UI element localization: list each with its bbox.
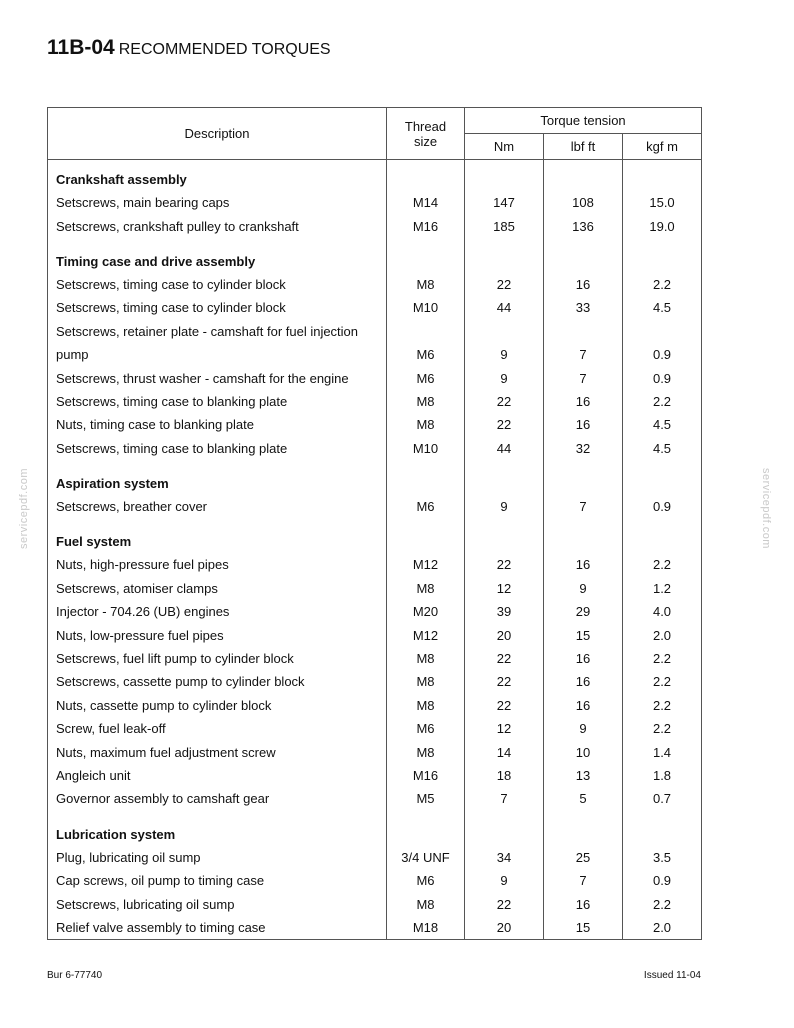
kgf-m-cell <box>623 320 702 343</box>
table-row <box>48 740 702 763</box>
nm-cell <box>465 238 544 273</box>
kgf-m-cell: 4.5 <box>623 437 702 460</box>
lbf-ft-cell: 32 <box>544 437 623 460</box>
thread-size-cell: M8 <box>387 577 465 600</box>
description-cell: Setscrews, crankshaft pulley to crankshaft <box>48 214 387 237</box>
nm-cell: 18 <box>465 764 544 787</box>
lbf-ft-cell: 16 <box>544 892 623 915</box>
lbf-ft-cell: 16 <box>544 553 623 576</box>
description-cell: Injector - 704.26 (UB) engines <box>48 600 387 623</box>
nm-cell: 7 <box>465 787 544 810</box>
thread-size-cell <box>387 160 465 192</box>
table-row <box>48 413 702 436</box>
nm-cell: 22 <box>465 273 544 296</box>
kgf-m-cell: 1.4 <box>623 740 702 763</box>
description-cell: Setscrews, retainer plate - camshaft for fuel injection <box>48 320 387 343</box>
thread-size-cell: M8 <box>387 892 465 915</box>
table-row <box>48 343 702 366</box>
nm-cell: 22 <box>465 670 544 693</box>
lbf-ft-cell: 33 <box>544 296 623 319</box>
kgf-m-cell: 0.9 <box>623 869 702 892</box>
nm-cell: 22 <box>465 647 544 670</box>
nm-cell: 22 <box>465 390 544 413</box>
kgf-m-cell: 2.2 <box>623 647 702 670</box>
lbf-ft-cell: 5 <box>544 787 623 810</box>
description-cell: Setscrews, thrust washer - camshaft for the engine <box>48 366 387 389</box>
thread-size-cell: M8 <box>387 413 465 436</box>
col-header-torque-tension: Torque tension <box>465 108 702 134</box>
kgf-m-cell: 4.0 <box>623 600 702 623</box>
kgf-m-cell: 4.5 <box>623 413 702 436</box>
thread-size-cell: M8 <box>387 390 465 413</box>
kgf-m-cell: 1.2 <box>623 577 702 600</box>
nm-cell: 9 <box>465 869 544 892</box>
lbf-ft-cell: 16 <box>544 273 623 296</box>
kgf-m-cell <box>623 811 702 846</box>
lbf-ft-cell <box>544 518 623 553</box>
table-row <box>48 600 702 623</box>
kgf-m-cell: 2.0 <box>623 623 702 646</box>
col-header-thread-size <box>387 108 465 160</box>
thread-size-cell: M6 <box>387 366 465 389</box>
lbf-ft-cell <box>544 320 623 343</box>
table-row <box>48 694 702 717</box>
nm-cell <box>465 460 544 495</box>
nm-cell: 147 <box>465 191 544 214</box>
thread-size-cell: M8 <box>387 694 465 717</box>
nm-cell <box>465 160 544 192</box>
section-row <box>48 460 702 495</box>
lbf-ft-cell: 10 <box>544 740 623 763</box>
kgf-m-cell: 2.2 <box>623 553 702 576</box>
description-cell: Setscrews, timing case to blanking plate <box>48 390 387 413</box>
lbf-ft-cell: 13 <box>544 764 623 787</box>
nm-cell: 9 <box>465 343 544 366</box>
nm-cell: 20 <box>465 916 544 940</box>
col-header-kgf-m: kgf m <box>623 134 702 160</box>
description-cell: Setscrews, cassette pump to cylinder block <box>48 670 387 693</box>
lbf-ft-cell <box>544 238 623 273</box>
footer-doc-number: Bur 6-77740 <box>47 970 103 981</box>
description-cell: Angleich unit <box>48 764 387 787</box>
lbf-ft-cell: 108 <box>544 191 623 214</box>
nm-cell <box>465 518 544 553</box>
thread-size-cell: M12 <box>387 553 465 576</box>
description-cell: Nuts, low-pressure fuel pipes <box>48 623 387 646</box>
section-row <box>48 811 702 846</box>
lbf-ft-cell <box>544 160 623 192</box>
thread-size-cell: M8 <box>387 647 465 670</box>
nm-cell: 44 <box>465 437 544 460</box>
thread-size-cell: M6 <box>387 343 465 366</box>
table-row <box>48 553 702 576</box>
lbf-ft-cell: 16 <box>544 694 623 717</box>
thread-size-cell: M16 <box>387 214 465 237</box>
thread-size-cell: M6 <box>387 869 465 892</box>
kgf-m-cell <box>623 518 702 553</box>
torque-table <box>47 107 702 940</box>
thread-size-cell <box>387 238 465 273</box>
table-row <box>48 670 702 693</box>
page-header <box>47 36 331 60</box>
description-cell: Governor assembly to camshaft gear <box>48 787 387 810</box>
kgf-m-cell: 2.2 <box>623 670 702 693</box>
nm-cell: 44 <box>465 296 544 319</box>
description-cell: Setscrews, timing case to cylinder block <box>48 273 387 296</box>
table-row <box>48 577 702 600</box>
lbf-ft-cell: 7 <box>544 495 623 518</box>
nm-cell: 12 <box>465 717 544 740</box>
lbf-ft-cell: 15 <box>544 623 623 646</box>
nm-cell: 14 <box>465 740 544 763</box>
nm-cell: 22 <box>465 413 544 436</box>
footer-issued: Issued 11-04 <box>643 970 701 981</box>
nm-cell: 22 <box>465 892 544 915</box>
thread-size-cell: M10 <box>387 437 465 460</box>
thread-header-line1: Thread <box>404 118 447 134</box>
description-cell: Setscrews, main bearing caps <box>48 191 387 214</box>
thread-size-cell: M5 <box>387 787 465 810</box>
nm-cell <box>465 811 544 846</box>
table-row <box>48 320 702 343</box>
nm-cell: 22 <box>465 694 544 717</box>
description-cell: pump <box>48 343 387 366</box>
description-cell: Cap screws, oil pump to timing case <box>48 869 387 892</box>
nm-cell: 12 <box>465 577 544 600</box>
lbf-ft-cell: 136 <box>544 214 623 237</box>
kgf-m-cell: 0.9 <box>623 495 702 518</box>
description-cell: Nuts, high-pressure fuel pipes <box>48 553 387 576</box>
col-header-lbf-ft: lbf ft <box>544 134 623 160</box>
thread-size-cell: M16 <box>387 764 465 787</box>
table-row <box>48 787 702 810</box>
lbf-ft-cell: 16 <box>544 413 623 436</box>
lbf-ft-cell <box>544 460 623 495</box>
thread-size-cell <box>387 518 465 553</box>
table-row <box>48 764 702 787</box>
description-cell: Setscrews, breather cover <box>48 495 387 518</box>
nm-cell: 39 <box>465 600 544 623</box>
kgf-m-cell: 15.0 <box>623 191 702 214</box>
kgf-m-cell: 1.8 <box>623 764 702 787</box>
section-row <box>48 518 702 553</box>
thread-size-cell: M14 <box>387 191 465 214</box>
description-cell: Nuts, maximum fuel adjustment screw <box>48 740 387 763</box>
description-cell: Relief valve assembly to timing case <box>48 916 387 940</box>
kgf-m-cell: 0.9 <box>623 366 702 389</box>
section-code: 11B-04 <box>47 36 115 59</box>
table-row <box>48 846 702 869</box>
table-row <box>48 296 702 319</box>
col-header-nm: Nm <box>465 134 544 160</box>
description-cell: Setscrews, lubricating oil sump <box>48 892 387 915</box>
lbf-ft-cell: 16 <box>544 647 623 670</box>
description-cell: Nuts, timing case to blanking plate <box>48 413 387 436</box>
kgf-m-cell <box>623 160 702 192</box>
kgf-m-cell: 3.5 <box>623 846 702 869</box>
table-row <box>48 892 702 915</box>
section-title-cell: Fuel system <box>48 518 387 553</box>
kgf-m-cell: 2.2 <box>623 273 702 296</box>
nm-cell: 34 <box>465 846 544 869</box>
lbf-ft-cell <box>544 811 623 846</box>
table-row <box>48 191 702 214</box>
thread-size-cell: 3/4 UNF <box>387 846 465 869</box>
thread-size-cell <box>387 320 465 343</box>
kgf-m-cell: 0.9 <box>623 343 702 366</box>
kgf-m-cell <box>623 460 702 495</box>
lbf-ft-cell: 9 <box>544 577 623 600</box>
thread-size-cell <box>387 460 465 495</box>
lbf-ft-cell: 25 <box>544 846 623 869</box>
kgf-m-cell <box>623 238 702 273</box>
description-cell: Setscrews, fuel lift pump to cylinder block <box>48 647 387 670</box>
nm-cell: 9 <box>465 495 544 518</box>
table-row <box>48 437 702 460</box>
nm-cell: 22 <box>465 553 544 576</box>
section-title-cell: Lubrication system <box>48 811 387 846</box>
lbf-ft-cell: 16 <box>544 390 623 413</box>
thread-size-cell: M18 <box>387 916 465 940</box>
lbf-ft-cell: 7 <box>544 343 623 366</box>
table-row <box>48 647 702 670</box>
table-row <box>48 623 702 646</box>
kgf-m-cell: 19.0 <box>623 214 702 237</box>
lbf-ft-cell: 7 <box>544 869 623 892</box>
description-cell: Setscrews, timing case to cylinder block <box>48 296 387 319</box>
table-row <box>48 390 702 413</box>
table-row <box>48 495 702 518</box>
thread-size-cell: M10 <box>387 296 465 319</box>
description-cell: Setscrews, atomiser clamps <box>48 577 387 600</box>
thread-size-cell <box>387 811 465 846</box>
table-row <box>48 214 702 237</box>
section-title-cell: Crankshaft assembly <box>48 160 387 192</box>
nm-cell <box>465 320 544 343</box>
kgf-m-cell: 2.2 <box>623 892 702 915</box>
section-row <box>48 238 702 273</box>
lbf-ft-cell: 29 <box>544 600 623 623</box>
description-cell: Screw, fuel leak-off <box>48 717 387 740</box>
section-title-cell: Timing case and drive assembly <box>48 238 387 273</box>
thread-size-cell: M20 <box>387 600 465 623</box>
kgf-m-cell: 4.5 <box>623 296 702 319</box>
nm-cell: 9 <box>465 366 544 389</box>
kgf-m-cell: 2.2 <box>623 717 702 740</box>
lbf-ft-cell: 7 <box>544 366 623 389</box>
description-cell: Plug, lubricating oil sump <box>48 846 387 869</box>
table-row <box>48 916 702 940</box>
watermark-right: servicepdf.com <box>760 468 772 549</box>
lbf-ft-cell: 9 <box>544 717 623 740</box>
table-row <box>48 273 702 296</box>
thread-header-line2: size <box>413 133 438 149</box>
thread-size-cell: M8 <box>387 670 465 693</box>
description-cell: Nuts, cassette pump to cylinder block <box>48 694 387 717</box>
kgf-m-cell: 2.0 <box>623 916 702 940</box>
table-row <box>48 869 702 892</box>
thread-size-cell: M6 <box>387 717 465 740</box>
nm-cell: 20 <box>465 623 544 646</box>
kgf-m-cell: 2.2 <box>623 390 702 413</box>
lbf-ft-cell: 16 <box>544 670 623 693</box>
kgf-m-cell: 2.2 <box>623 694 702 717</box>
page-title: RECOMMENDED TORQUES <box>118 41 331 58</box>
section-title-cell: Aspiration system <box>48 460 387 495</box>
thread-size-cell: M8 <box>387 740 465 763</box>
nm-cell: 185 <box>465 214 544 237</box>
col-header-description: Description <box>48 108 387 160</box>
thread-size-cell: M12 <box>387 623 465 646</box>
table-body <box>48 160 702 940</box>
watermark-left: servicepdf.com <box>18 468 30 549</box>
thread-size-cell: M8 <box>387 273 465 296</box>
kgf-m-cell: 0.7 <box>623 787 702 810</box>
thread-size-cell: M6 <box>387 495 465 518</box>
description-cell: Setscrews, timing case to blanking plate <box>48 437 387 460</box>
table-row <box>48 366 702 389</box>
section-row <box>48 160 702 192</box>
table-row <box>48 717 702 740</box>
lbf-ft-cell: 15 <box>544 916 623 940</box>
